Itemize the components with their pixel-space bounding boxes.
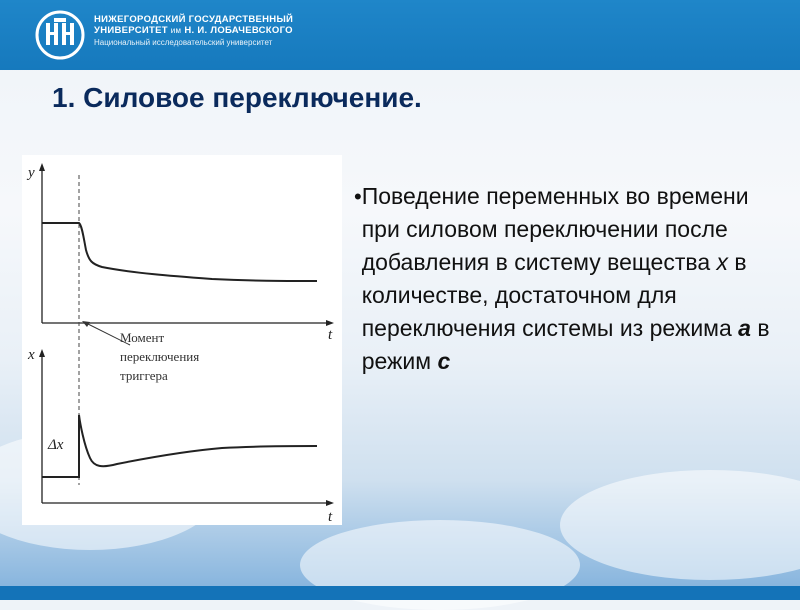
annotation-line3: триггера: [120, 368, 168, 383]
bullet-text-part1: Поведение переменных во времени при силовом переключении после добавления в систему вещества: [361, 183, 749, 275]
university-name-line1: НИЖЕГОРОДСКИЙ ГОСУДАРСТВЕННЫЙ: [94, 14, 294, 25]
university-subtitle: Национальный исследовательский университет: [94, 37, 273, 47]
graph-svg: [22, 155, 342, 525]
bullet-text-part3: в режим: [361, 315, 770, 374]
delta-x-label: Δx: [48, 437, 64, 453]
university-name-line2: [94, 25, 293, 36]
bottom-t-label: t: [328, 509, 333, 525]
university-name-im: им: [170, 26, 182, 36]
university-name-lobachevsky: Н. И. ЛОБАЧЕВСКОГО: [184, 25, 293, 37]
bullet-var-x: x: [716, 249, 729, 275]
bottom-t-arrow: [326, 500, 334, 506]
bullet-text-part2: в количестве, достаточном для переключения системы из режима: [361, 249, 747, 341]
bullet-mode-c: с: [437, 348, 451, 374]
graph-figure: [22, 155, 342, 525]
bullet-point: [354, 180, 774, 378]
cloud-decoration: [560, 470, 800, 580]
bullet-mode-a: а: [738, 315, 751, 341]
top-y-label: y: [28, 165, 35, 181]
top-y-arrow: [39, 163, 45, 171]
top-t-label: t: [328, 327, 333, 343]
university-name: [94, 14, 293, 47]
university-logo-icon: [34, 10, 86, 60]
top-y-curve: [42, 223, 317, 281]
bottom-x-label: x: [28, 347, 35, 363]
annotation-line1: Момент: [120, 330, 165, 345]
top-t-arrow: [326, 320, 334, 326]
bullet-dot-icon: •: [354, 184, 362, 209]
bottom-x-curve: [42, 415, 317, 477]
annotation-line2: переключения: [120, 349, 200, 364]
university-name-word: УНИВЕРСИТЕТ: [94, 25, 168, 37]
slide-title: 1. Силовое переключение.: [52, 82, 422, 113]
bottom-x-arrow: [39, 349, 45, 357]
header-bar: [0, 0, 800, 70]
bottom-bar: [0, 586, 800, 600]
bullet-text: [362, 180, 774, 378]
